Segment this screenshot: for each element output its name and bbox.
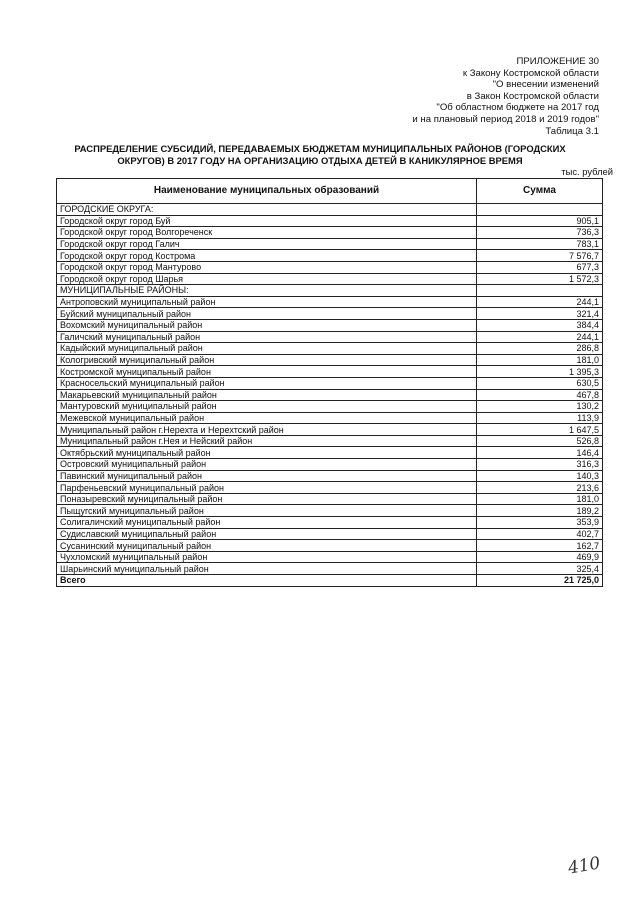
subsidy-amount: 244,1 [477, 331, 603, 343]
municipality-name: Муниципальный район г.Нерехта и Нерехтский район [57, 424, 477, 436]
subsidy-amount: 1 647,5 [477, 424, 603, 436]
table-row [57, 238, 603, 250]
table-row [57, 331, 603, 343]
municipality-name: МУНИЦИПАЛЬНЫЕ РАЙОНЫ: [57, 285, 477, 297]
municipality-name: Островский муниципальный район [57, 459, 477, 471]
subsidy-amount: 630,5 [477, 377, 603, 389]
municipality-name: Городской округ город Кострома [57, 250, 477, 262]
subsidy-amount: 286,8 [477, 343, 603, 355]
municipality-name: Вохомский муниципальный район [57, 319, 477, 331]
document-title [60, 143, 580, 166]
title-line: ОКРУГОВ) В 2017 ГОДУ НА ОРГАНИЗАЦИЮ ОТДЫХА ДЕТЕЙ В КАНИКУЛЯРНОЕ ВРЕМЯ [117, 154, 523, 166]
units-label: тыс. рублей [561, 166, 613, 177]
subsidy-amount: 316,3 [477, 459, 603, 471]
header-line: в Закон Костромской области [466, 90, 599, 102]
municipality-name: Солигаличский муниципальный район [57, 517, 477, 529]
municipality-name: Красносельский муниципальный район [57, 377, 477, 389]
subsidy-amount: 783,1 [477, 238, 603, 250]
municipality-name: Мантуровский муниципальный район [57, 401, 477, 413]
municipality-name: Антроповский муниципальный район [57, 296, 477, 308]
municipality-name: Пыщугский муниципальный район [57, 505, 477, 517]
subsidy-amount: 384,4 [477, 319, 603, 331]
municipality-name: Городской округ город Волгореченск [57, 227, 477, 239]
subsidy-amount: 7 576,7 [477, 250, 603, 262]
table-row [57, 389, 603, 401]
municipality-name: Городской округ город Мантурово [57, 261, 477, 273]
subsidy-amount: 130,2 [477, 401, 603, 413]
header-line: Таблица 3.1 [545, 125, 599, 137]
header-line: и на плановый период 2018 и 2019 годов" [412, 113, 599, 125]
subsidy-amount: 905,1 [477, 215, 603, 227]
subsidy-amount: 325,4 [477, 563, 603, 575]
municipality-name: Всего [57, 575, 477, 587]
table-row [57, 366, 603, 378]
appendix-header [412, 56, 599, 137]
municipality-name: Городской округ город Шарья [57, 273, 477, 285]
municipality-name: Парфеньевский муниципальный район [57, 482, 477, 494]
table-row [57, 412, 603, 424]
table-row [57, 435, 603, 447]
municipality-name: Павинский муниципальный район [57, 470, 477, 482]
table-row [57, 470, 603, 482]
municipality-name: Муниципальный район г.Нея и Нейский район [57, 435, 477, 447]
subsidy-amount: 189,2 [477, 505, 603, 517]
municipality-name: Кадыйский муниципальный район [57, 343, 477, 355]
subsidy-amount: 213,6 [477, 482, 603, 494]
table-row [57, 250, 603, 262]
municipality-name: Макарьевский муниципальный район [57, 389, 477, 401]
table-row [57, 528, 603, 540]
subsidy-amount: 113,9 [477, 412, 603, 424]
table-row [57, 227, 603, 239]
header-line: "Об областном бюджете на 2017 год [436, 102, 599, 114]
table-row [57, 563, 603, 575]
table-row [57, 459, 603, 471]
municipality-name: Кологривский муниципальный район [57, 354, 477, 366]
subsidy-amount: 181,0 [477, 354, 603, 366]
subsidy-amount: 181,0 [477, 493, 603, 505]
header-line: "О внесении изменений [492, 79, 599, 91]
table-row [57, 377, 603, 389]
column-header-sum: Сумма [477, 179, 603, 204]
municipality-name: Межевской муниципальный район [57, 412, 477, 424]
table-row [57, 424, 603, 436]
table-row [57, 493, 603, 505]
column-header-name: Наименование муниципальных образований [57, 179, 477, 204]
municipality-name: Поназыревский муниципальный район [57, 493, 477, 505]
subsidy-amount: 526,8 [477, 435, 603, 447]
municipality-name: ГОРОДСКИЕ ОКРУГА: [57, 204, 477, 216]
handwritten-page-number: 410 [566, 853, 602, 879]
municipality-name: Городской округ город Буй [57, 215, 477, 227]
header-line: ПРИЛОЖЕНИЕ 30 [516, 56, 599, 67]
subsidy-amount: 1 395,3 [477, 366, 603, 378]
table-row [57, 296, 603, 308]
municipality-name: Костромской муниципальный район [57, 366, 477, 378]
header-line: к Закону Костромской области [462, 67, 599, 79]
table-row [57, 215, 603, 227]
subsidy-amount: 21 725,0 [477, 575, 603, 587]
table-row [57, 354, 603, 366]
municipality-name: Буйский муниципальный район [57, 308, 477, 320]
total-row [57, 575, 603, 587]
municipality-name: Городской округ город Галич [57, 238, 477, 250]
municipality-name: Судиславский муниципальный район [57, 528, 477, 540]
table-row [57, 401, 603, 413]
subsidy-amount: 402,7 [477, 528, 603, 540]
section-row [57, 204, 603, 216]
subsidy-amount [477, 285, 603, 297]
subsidy-amount: 146,4 [477, 447, 603, 459]
table-header-row [57, 179, 603, 204]
table-row [57, 343, 603, 355]
title-line: РАСПРЕДЕЛЕНИЕ СУБСИДИЙ, ПЕРЕДАВАЕМЫХ БЮДЖЕТАМ МУНИЦИПАЛЬНЫХ РАЙОНОВ (ГОРОДСКИХ [74, 143, 566, 154]
table-row [57, 319, 603, 331]
municipality-name: Октябрьский муниципальный район [57, 447, 477, 459]
table-row [57, 308, 603, 320]
subsidy-amount: 321,4 [477, 308, 603, 320]
municipality-name: Чухломский муниципальный район [57, 551, 477, 563]
subsidy-amount: 736,3 [477, 227, 603, 239]
subsidy-amount: 244,1 [477, 296, 603, 308]
table-row [57, 540, 603, 552]
municipality-name: Галичский муниципальный район [57, 331, 477, 343]
subsidy-amount [477, 204, 603, 216]
table-row [57, 273, 603, 285]
subsidy-table [56, 178, 603, 587]
subsidy-amount: 467,8 [477, 389, 603, 401]
subsidy-amount: 469,9 [477, 551, 603, 563]
subsidy-amount: 353,9 [477, 517, 603, 529]
municipality-name: Шарьинский муниципальный район [57, 563, 477, 575]
section-row [57, 285, 603, 297]
subsidy-amount: 1 572,3 [477, 273, 603, 285]
table-body [57, 204, 603, 587]
table-row [57, 505, 603, 517]
subsidy-amount: 140,3 [477, 470, 603, 482]
subsidy-amount: 162,7 [477, 540, 603, 552]
table-row [57, 261, 603, 273]
table-row [57, 447, 603, 459]
subsidy-amount: 677,3 [477, 261, 603, 273]
table-row [57, 551, 603, 563]
table-row [57, 517, 603, 529]
table-row [57, 482, 603, 494]
municipality-name: Сусанинский муниципальный район [57, 540, 477, 552]
